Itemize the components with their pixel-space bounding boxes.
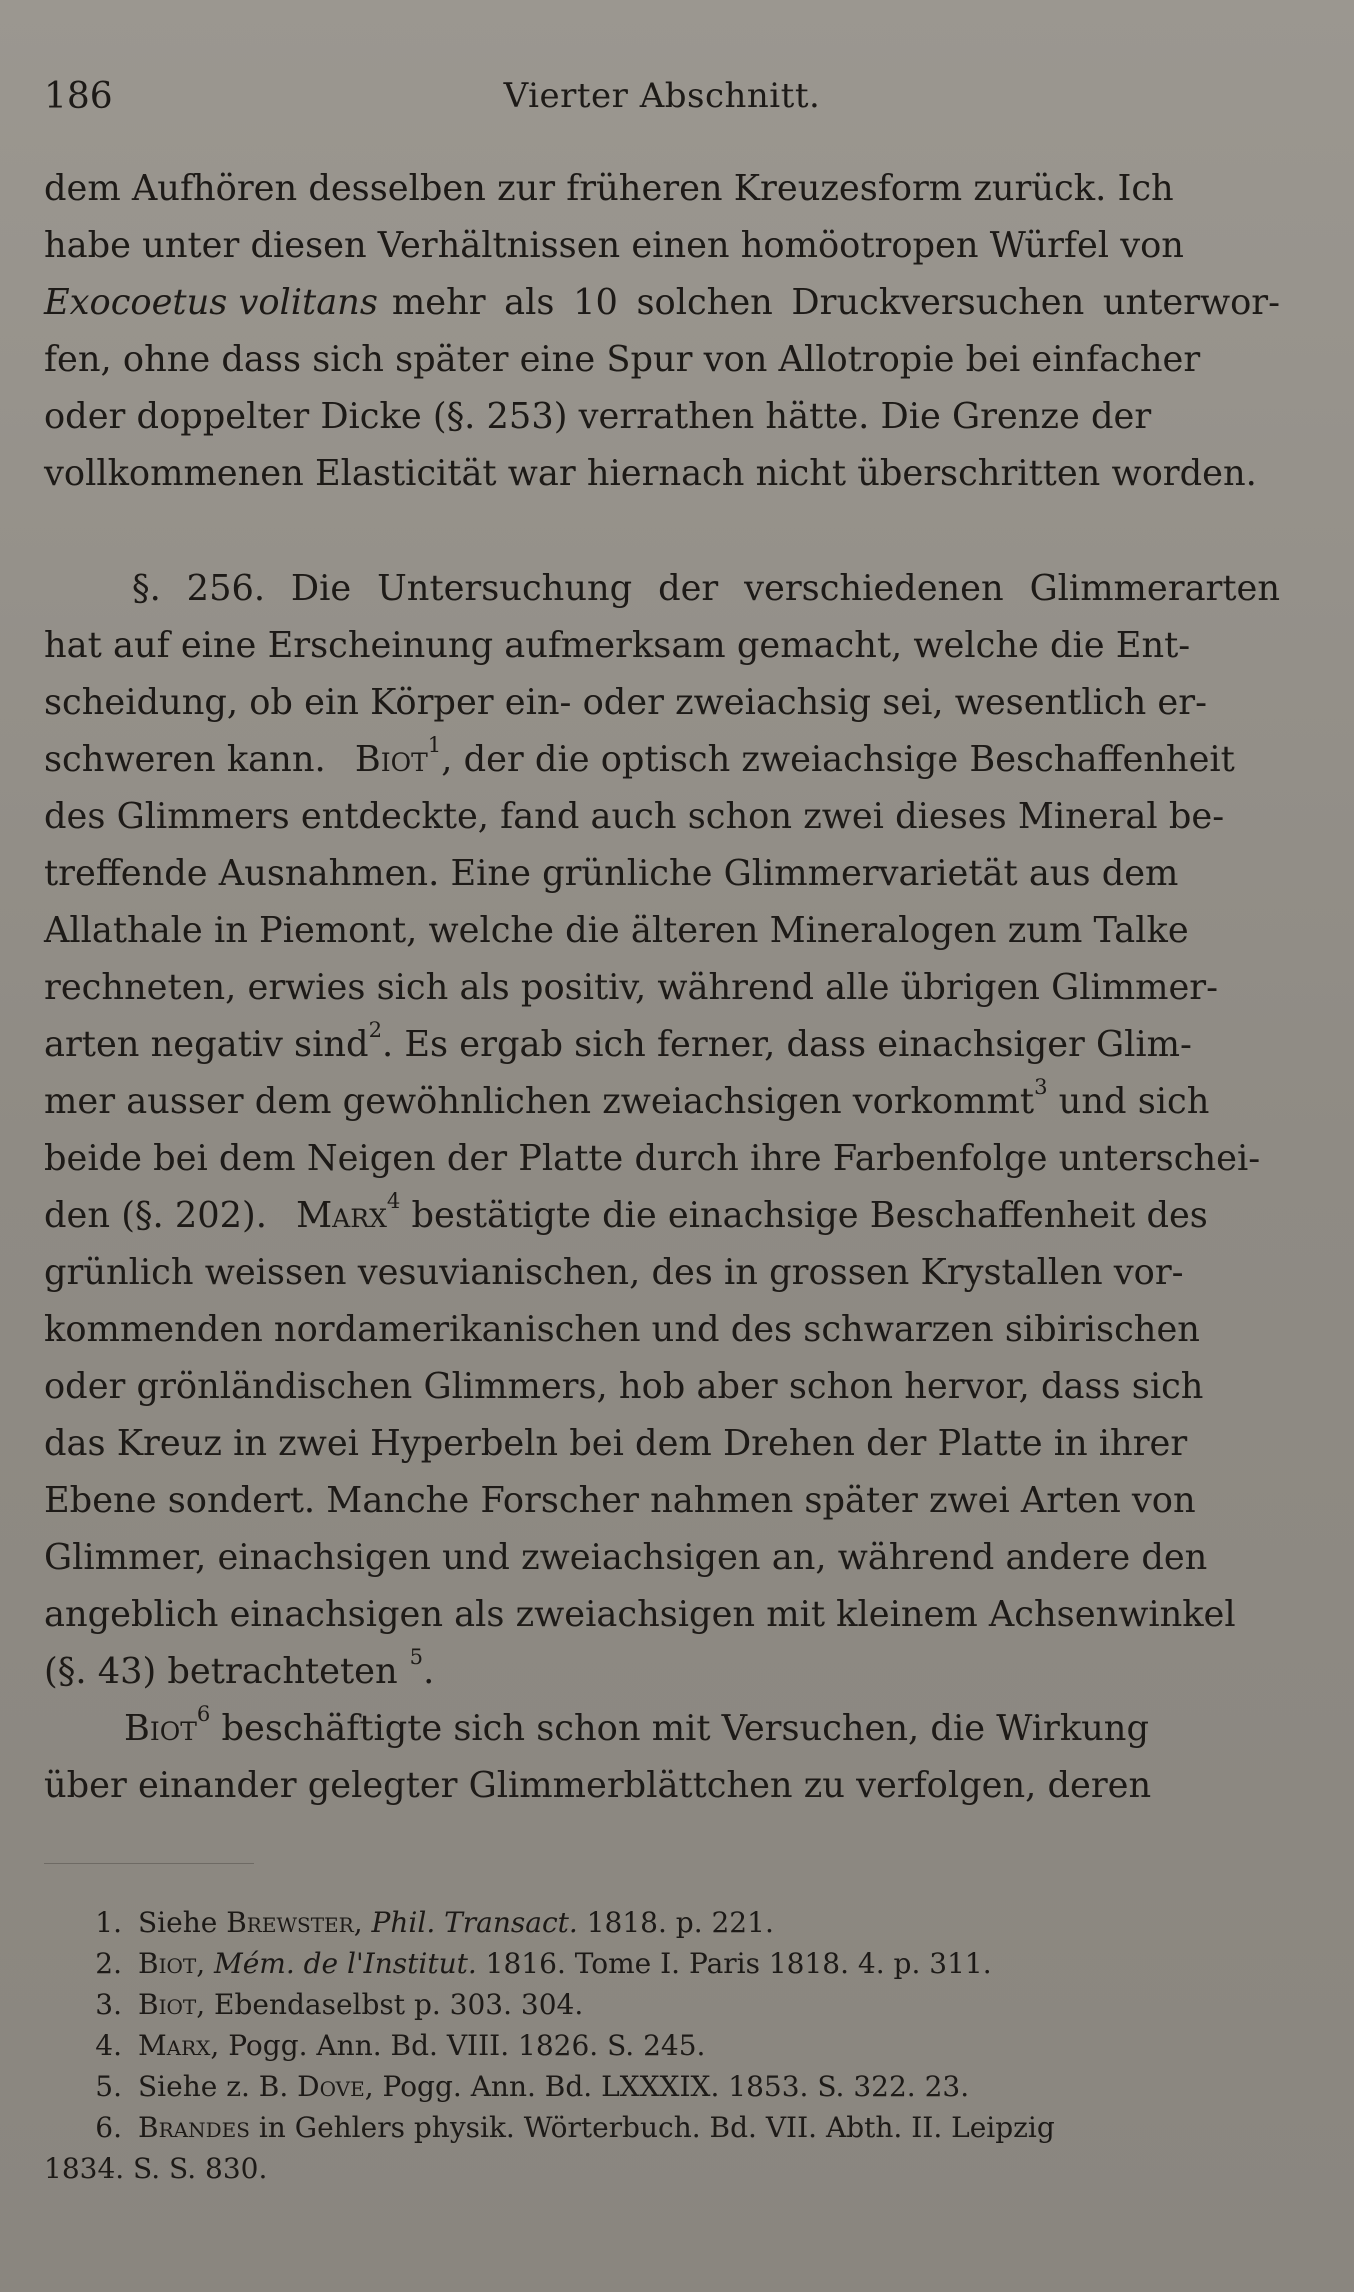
text-line: über einander gelegter Glimmerblättchen zu verfolgen, deren [44,1765,1152,1806]
footnote-ref: 5 [409,1644,424,1669]
text-line: kommenden nordamerikanischen und des schwarzen sibirischen [44,1309,1200,1350]
text-line: Biot$^6$ beschäftigte sich schon mit Versuchen, die Wirkung [124,1701,1149,1749]
footnote: 6. Brandes in Gehlers physik. Wörterbuch. Bd. VII. Abth. II. Leipzig [95,2111,1055,2144]
footnote-rule [44,1863,254,1864]
body-text [44,160,1280,1814]
text-line: angeblich einachsigen als zweiachsigen mit kleinem Achsenwinkel [44,1594,1236,1635]
text-line: §. 256. Die Untersuchung der verschiedenen Glimmerarten [132,568,1280,609]
author-name: Biot [354,739,428,780]
text-line: dem Aufhören desselben zur früheren Kreuzesform zurück. Ich [44,168,1174,209]
footnote: 2. Biot, Mém. de l'Institut. 1816. Tome I. Paris 1818. 4. p. 311. [95,1947,992,1980]
text-line: Ebene sondert. Manche Forscher nahmen später zwei Arten von [44,1480,1196,1521]
text-line: oder grönländischen Glimmers, hob aber schon hervor, dass sich [44,1366,1204,1407]
text-line: rechneten, erwies sich als positiv, während alle übrigen Glimmer- [44,967,1219,1008]
text-line: beide bei dem Neigen der Platte durch ihre Farbenfolge unterschei- [44,1138,1261,1179]
text-line: grünlich weissen vesuvianischen, des in grossen Krystallen vor- [44,1252,1184,1293]
text-line: habe unter diesen Verhältnissen einen homöotropen Würfel von [44,225,1184,266]
text-line: treffende Ausnahmen. Eine grünliche Glimmervarietät aus dem [44,853,1179,894]
page-header [44,76,1280,126]
footnote: 4. Marx, Pogg. Ann. Bd. VIII. 1826. S. 245. [95,2029,706,2062]
text-line: des Glimmers entdeckte, fand auch schon zwei dieses Mineral be- [44,796,1225,837]
page-number: 186 [44,76,113,117]
text-line: Exocoetus volitans mehr als 10 solchen Druckversuchen unterwor- [44,274,1280,331]
footnote-ref: 2 [368,1017,382,1042]
text-line: den (§. 202). Marx$^4$ bestätigte die einachsige Beschaffenheit des [44,1188,1208,1236]
species-name: Exocoetus volitans [44,282,378,323]
footnotes [44,1902,1280,2189]
footnote-ref: 4 [386,1188,401,1213]
footnote-ref: 1 [427,732,442,757]
running-head: Vierter Abschnitt. [503,76,821,116]
author-name: Biot [124,1708,197,1749]
text-line: scheidung, ob ein Körper ein- oder zweiachsig sei, wesentlich er- [44,682,1207,723]
text-line: schweren kann. Biot$^1$, der die optisch zweiachsige Beschaffenheit [44,732,1235,780]
text-line: vollkommenen Elasticität war hiernach nicht überschritten worden. [44,453,1257,494]
footnote: 5. Siehe z. B. Dove, Pogg. Ann. Bd. LXXXIX. 1853. S. 322. 23. [95,2070,970,2103]
text-line: oder doppelter Dicke (§. 253) verrathen hätte. Die Grenze der [44,396,1152,437]
footnote: 1. Siehe Brewster, Phil. Transact. 1818. p. 221. [95,1906,774,1939]
text-line: (§. 43) betrachteten $^5$. [44,1644,435,1692]
footnote: 3. Biot, Ebendaselbst p. 303. 304. [95,1988,584,2021]
footnote-ref: 6 [196,1701,211,1726]
text-line: das Kreuz in zwei Hyperbeln bei dem Drehen der Platte in ihrer [44,1423,1188,1464]
text-line: arten negativ sind$^2$. Es ergab sich ferner, dass einachsiger Glim- [44,1017,1192,1065]
text-line: fen, ohne dass sich später eine Spur von Allotropie bei einfacher [44,339,1201,380]
footnote-continuation: 1834. S. S. 830. [44,2152,268,2185]
text-line: Allathale in Piemont, welche die älteren Mineralogen zum Talke [44,910,1189,951]
text-line: mer ausser dem gewöhnlichen zweiachsigen vorkommt$^3$ und sich [44,1074,1210,1122]
author-name: Marx [296,1195,387,1236]
text-line: hat auf eine Erscheinung aufmerksam gemacht, welche die Ent- [44,625,1191,666]
text-line: Glimmer, einachsigen und zweiachsigen an, während andere den [44,1537,1208,1578]
footnote-ref: 3 [1034,1074,1048,1099]
